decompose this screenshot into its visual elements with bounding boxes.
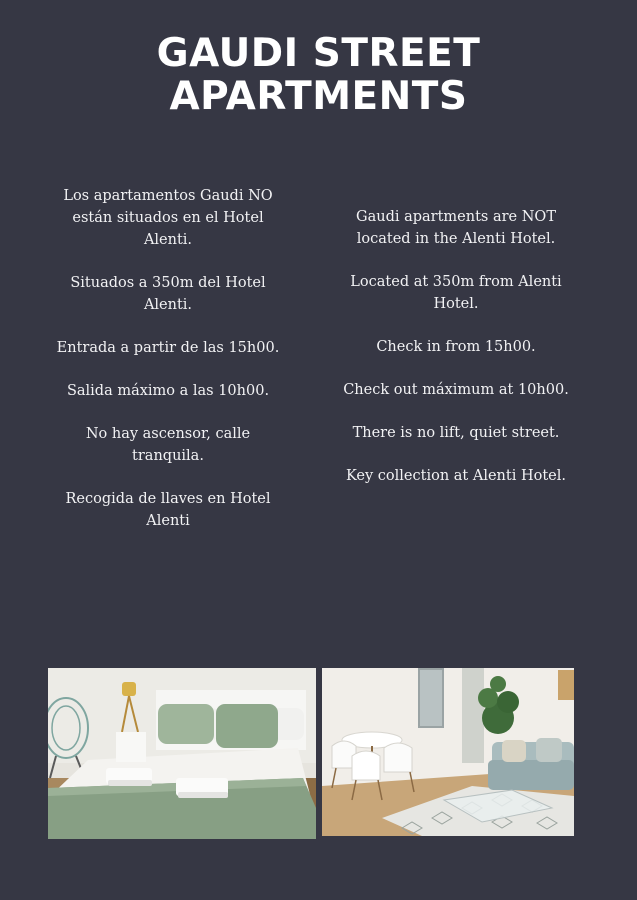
info-location-en: Gaudi apartments are NOT located in the Alenti Hotel. — [356, 209, 556, 247]
title-line-2: APARTMENTS — [169, 74, 468, 119]
english-info-column — [330, 206, 582, 508]
bedroom-photo — [48, 668, 316, 839]
info-distance-en: Located at 350m from Alenti Hotel. — [350, 274, 562, 312]
info-checkout-en: Check out máximum at 10h00. — [343, 382, 569, 398]
info-lift-es: No hay ascensor, calle tranquila. — [85, 426, 251, 464]
spanish-info-column — [52, 185, 284, 553]
info-checkout-es: Salida máximo a las 10h00. — [66, 383, 270, 399]
info-keys-en: Key collection at Alenti Hotel. — [345, 468, 566, 484]
page-title — [0, 32, 637, 118]
info-lift-en: There is no lift, quiet street. — [352, 425, 560, 441]
info-keys-es: Recogida de llaves en Hotel Alenti — [65, 491, 271, 529]
info-distance-es: Situados a 350m del Hotel Alenti. — [70, 275, 266, 313]
info-location-es: Los apartamentos Gaudi NO están situados en el Hotel Alenti. — [63, 188, 273, 248]
info-checkin-es: Entrada a partir de las 15h00. — [56, 340, 280, 356]
info-checkin-en: Check in from 15h00. — [376, 339, 536, 355]
living-room-photo — [322, 668, 574, 836]
title-line-1: GAUDI STREET — [156, 31, 481, 76]
